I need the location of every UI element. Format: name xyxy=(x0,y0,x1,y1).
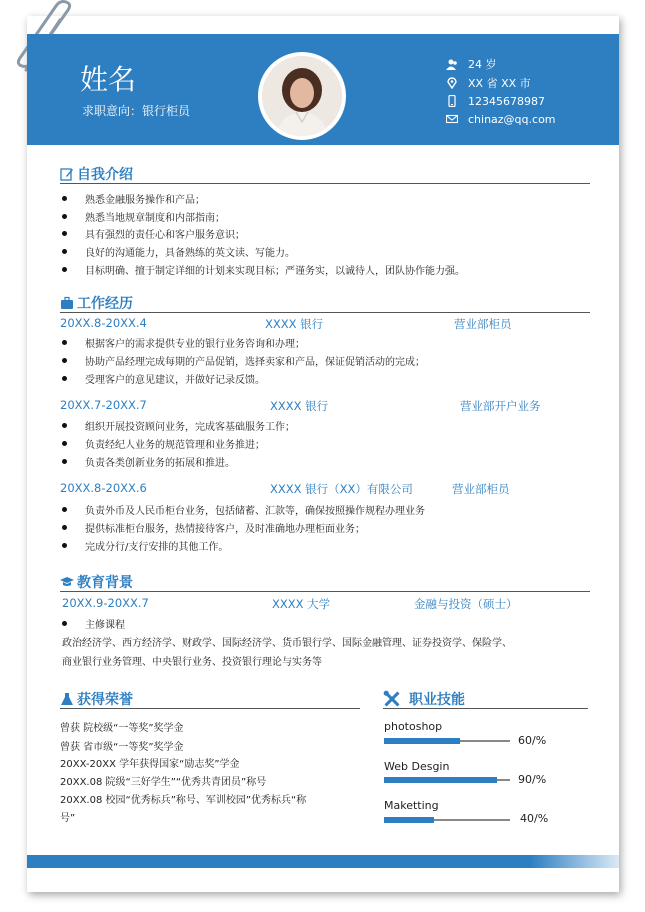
list-item: 受理客户的意见建议，并做好记录反馈。 xyxy=(62,371,265,386)
contact-email xyxy=(446,112,556,126)
contact-age xyxy=(446,57,497,71)
honor-item: 20XX.08 院级“三好学生”“优秀共青团员”称号 xyxy=(60,777,267,788)
courses-line: 商业银行业务管理、中央银行业务、投资银行理论与实务等 xyxy=(62,657,322,668)
list-item: 组织开展投资顾问业务，完成客基础服务工作； xyxy=(62,418,295,433)
skill-bar-fill xyxy=(384,738,460,744)
courses-label: 主修课程 xyxy=(62,616,125,631)
email-text: chinaz@qq.com xyxy=(468,112,556,126)
edu-major: 金融与投资（硕士） xyxy=(414,597,518,611)
skill-name: Maketting xyxy=(384,799,439,812)
job-intent: 求职意向：银行柜员 xyxy=(82,104,191,118)
avatar xyxy=(262,56,342,136)
courses-line: 政治经济学、西方经济学、财政学、国际经济学、货币银行学、国际金融管理、证券投资学、保险学、 xyxy=(62,638,512,649)
list-item: 良好的沟通能力，具备熟练的英文读、写能力。 xyxy=(62,244,295,259)
edit-icon xyxy=(60,167,74,181)
phone-icon xyxy=(446,95,458,107)
list-item: 完成分行/支行安排的其他工作。 xyxy=(62,538,228,553)
contact-location xyxy=(446,76,531,90)
list-item: 目标明确、擅于制定详细的计划来实现目标；严谨务实，以诚待人，团队协作能力强。 xyxy=(62,262,465,277)
list-item: 提供标准柜台服务，热情接待客户，及时准确地办理柜面业务； xyxy=(62,520,365,535)
skill-bar-track xyxy=(384,740,510,742)
list-item: 熟悉当地规章制度和内部指南； xyxy=(62,209,225,224)
job-period: 20XX.8-20XX.6 xyxy=(60,481,147,495)
footer-bar xyxy=(27,855,619,868)
honor-item: 20XX.08 校园“优秀标兵”称号、军训校园”优秀标兵“称 xyxy=(60,795,307,806)
mail-icon xyxy=(446,113,458,125)
job-company: XXXX 银行（XX）有限公司 xyxy=(270,482,413,496)
tools-icon xyxy=(383,690,401,708)
skill-bar-track xyxy=(384,819,510,821)
edu-period: 20XX.9-20XX.7 xyxy=(62,596,149,610)
section-work-title: 工作经历 xyxy=(60,293,133,313)
divider xyxy=(60,708,360,709)
job-company: XXXX 银行 xyxy=(265,317,324,331)
skill-percent: 60/% xyxy=(518,734,547,747)
section-education-title: 教育背景 xyxy=(60,572,133,592)
job-role: 营业部柜员 xyxy=(454,317,512,331)
flask-icon xyxy=(60,692,74,706)
phone-text: 12345678987 xyxy=(468,94,545,108)
list-item: 负责经纪人业务的规范管理和业务推进； xyxy=(62,436,265,451)
job-role: 营业部柜员 xyxy=(452,482,510,496)
list-item: 协助产品经理完成每期的产品促销，选择卖家和产品，保证促销活动的完成； xyxy=(62,353,425,368)
graduation-cap-icon xyxy=(60,575,74,589)
list-item: 负责各类创新业务的拓展和推进。 xyxy=(62,454,235,469)
divider xyxy=(60,312,590,313)
skill-percent: 90/% xyxy=(518,773,547,786)
edu-school: XXXX 大学 xyxy=(272,597,331,611)
location-text: XX 省 XX 市 xyxy=(468,77,531,90)
briefcase-icon xyxy=(60,296,74,310)
skill-bar-fill xyxy=(384,777,497,783)
skill-name: photoshop xyxy=(384,720,443,733)
list-item: 熟悉金融服务操作和产品； xyxy=(62,191,205,206)
divider xyxy=(60,183,590,184)
list-item: 负责外币及人民币柜台业务，包括储蓄、汇款等，确保按照操作规程办理业务 xyxy=(62,502,425,517)
skill-name: Web Desgin xyxy=(384,760,450,773)
age-text: 24 岁 xyxy=(468,58,497,71)
job-period: 20XX.7-20XX.7 xyxy=(60,398,147,412)
contact-phone xyxy=(446,94,545,108)
skill-bar-fill xyxy=(384,817,434,823)
list-item: 根据客户的需求提供专业的银行业务咨询和办理； xyxy=(62,335,305,350)
candidate-name: 姓名 xyxy=(80,63,137,96)
list-item: 具有强烈的责任心和客户服务意识； xyxy=(62,226,245,241)
honor-item: 曾获 省市级“一等奖”奖学金 xyxy=(60,742,184,753)
section-skills-title: 职业技能 xyxy=(383,689,465,709)
honor-item: 号” xyxy=(60,813,76,824)
section-honors-title: 获得荣誉 xyxy=(60,689,133,709)
location-pin-icon xyxy=(446,77,458,89)
honor-item: 曾获 院校级“一等奖”奖学金 xyxy=(60,723,184,734)
divider xyxy=(60,591,590,592)
job-company: XXXX 银行 xyxy=(270,399,329,413)
job-period: 20XX.8-20XX.4 xyxy=(60,316,147,330)
honor-item: 20XX-20XX 学年获得国家“励志奖”学金 xyxy=(60,759,240,770)
skill-percent: 40/% xyxy=(520,812,549,825)
skill-bar-track xyxy=(384,779,510,781)
divider xyxy=(383,708,588,709)
job-role: 营业部开户业务 xyxy=(460,399,541,413)
user-icon xyxy=(446,58,458,70)
section-self-intro-title: 自我介绍 xyxy=(60,164,133,184)
